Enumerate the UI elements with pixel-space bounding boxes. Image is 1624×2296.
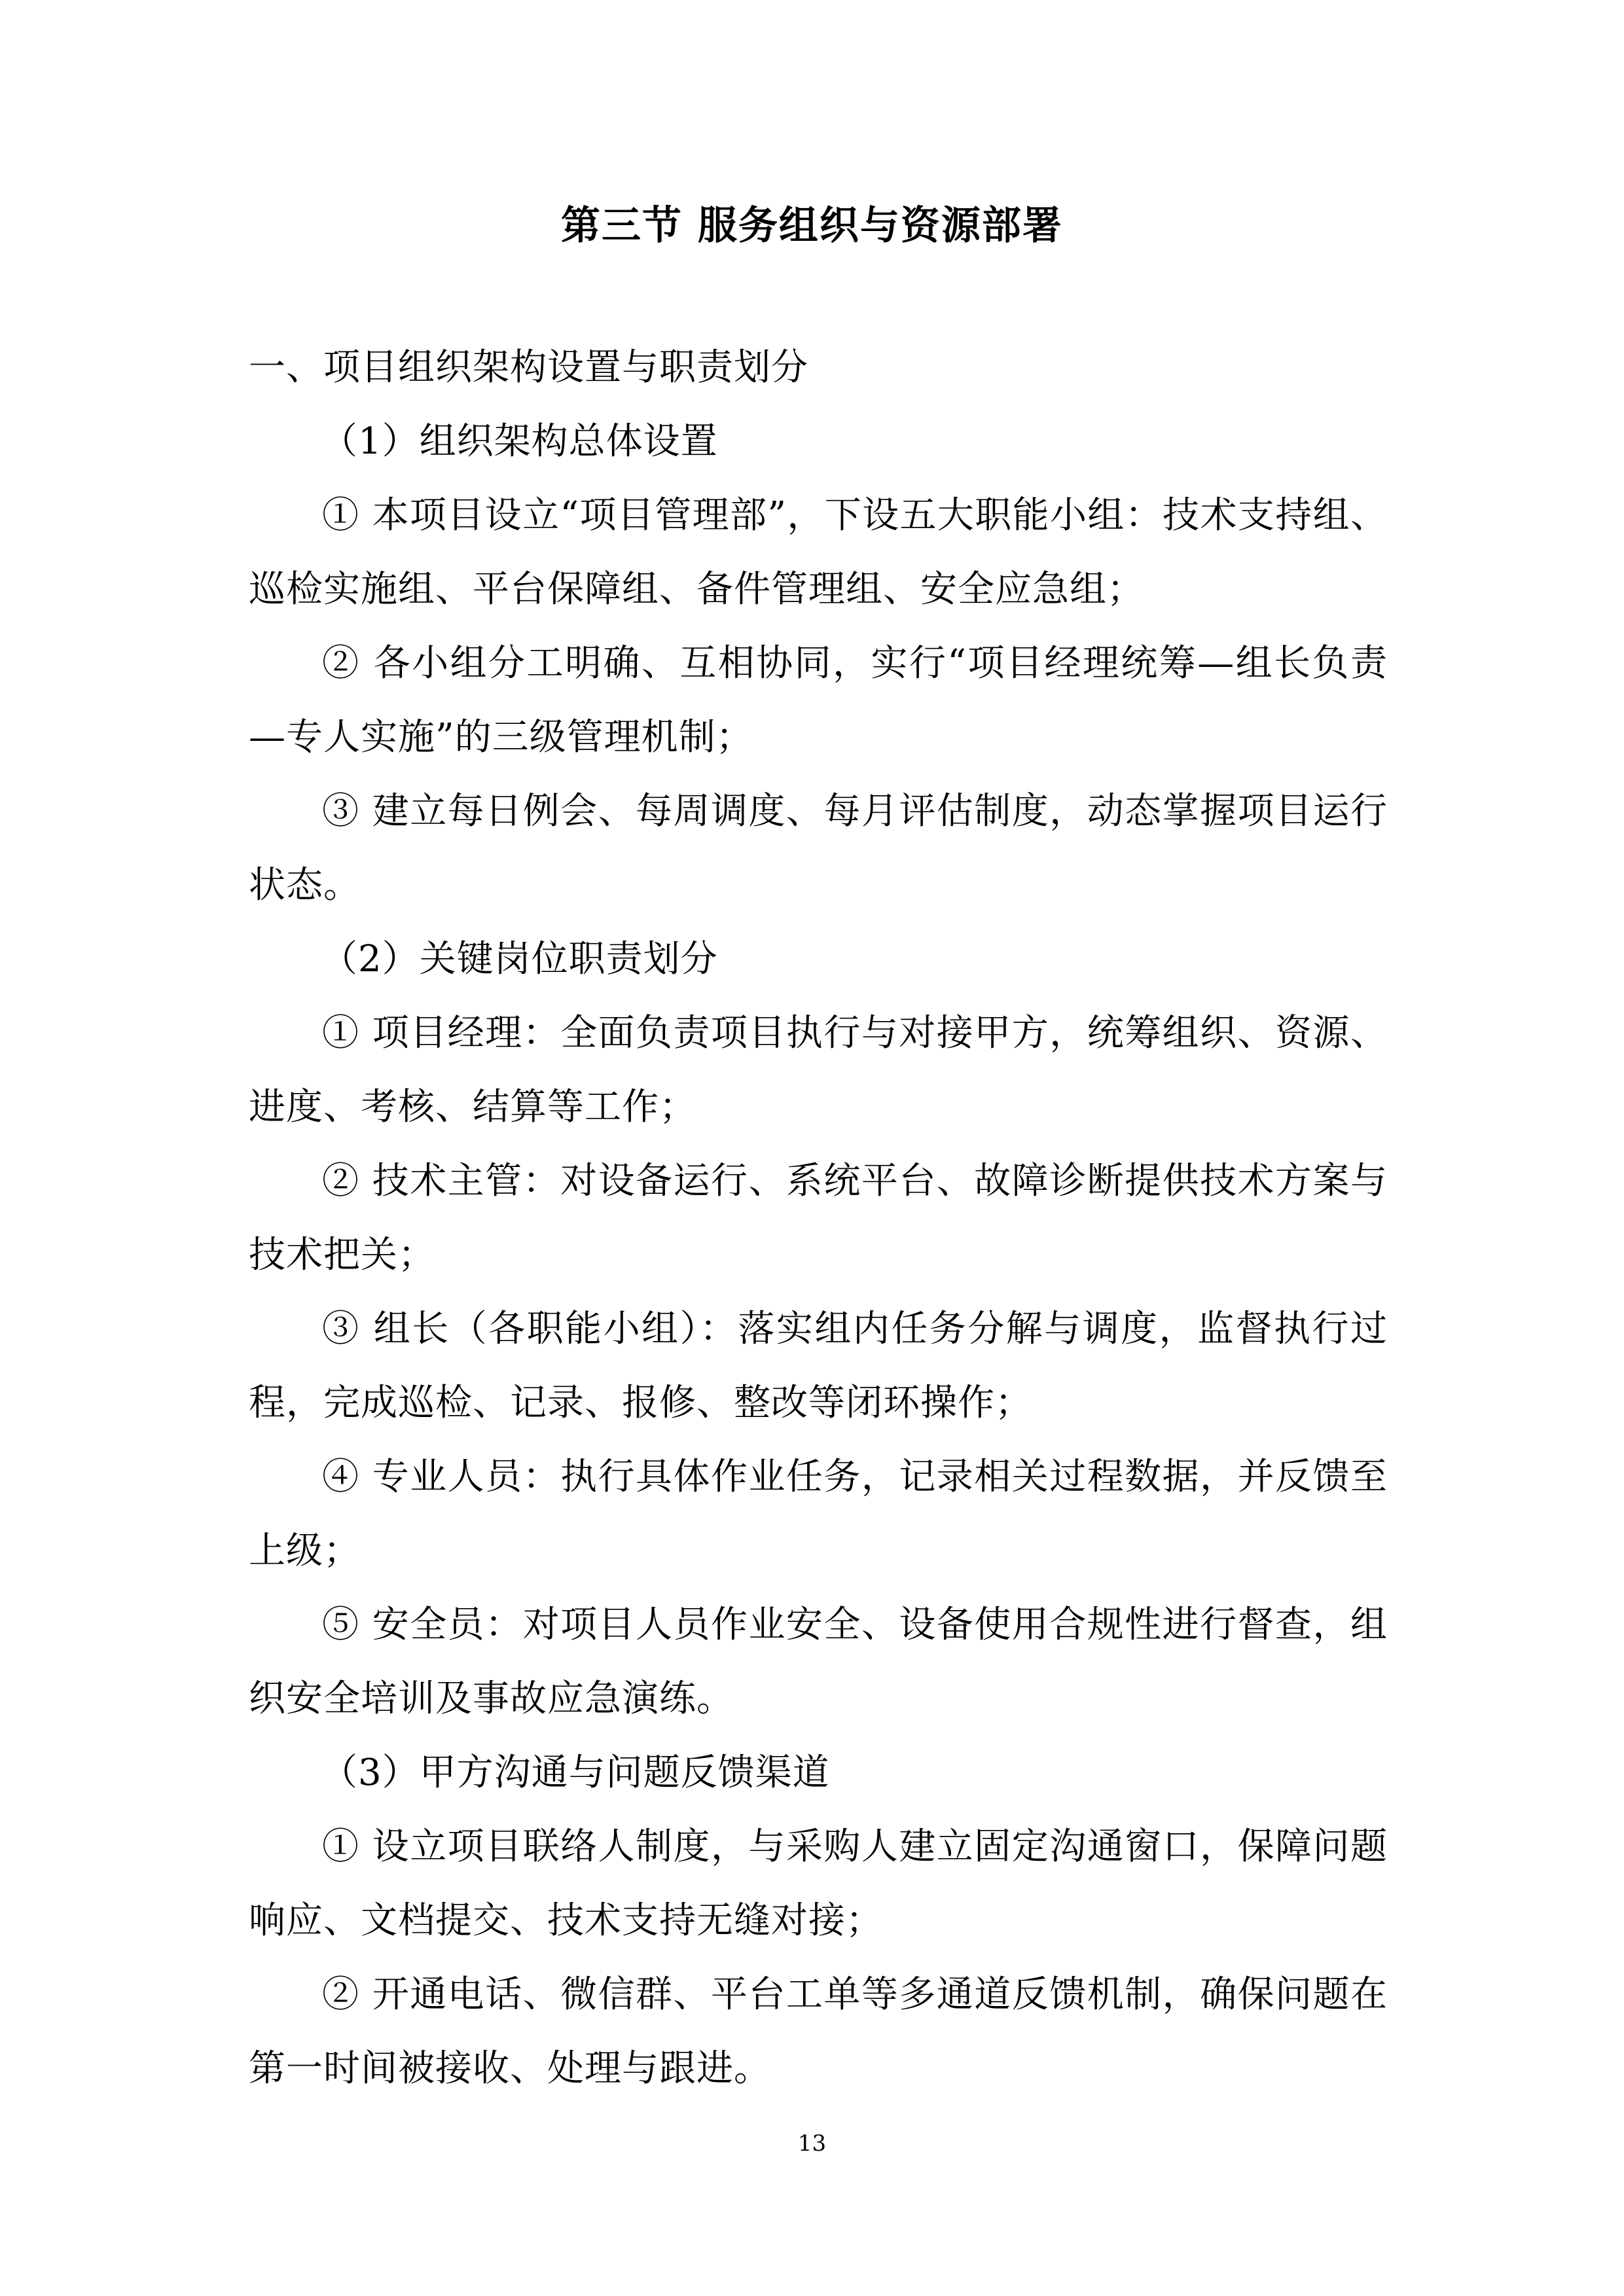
page-number: 13 bbox=[797, 2130, 827, 2157]
subsection-heading: （2）关键岗位职责划分 bbox=[321, 938, 718, 980]
list-item: ③ 建立每日例会、每周调度、每月评估制度，动态掌握项目运行状态。 bbox=[249, 790, 1388, 906]
section-heading: 一、项目组织架构设置与职责划分 bbox=[249, 346, 808, 389]
list-item: ① 项目经理：全面负责项目执行与对接甲方，统筹组织、资源、进度、考核、结算等工作； bbox=[249, 1012, 1388, 1128]
document-body bbox=[249, 331, 1388, 2106]
list-item: ② 各小组分工明确、互相协同，实行“项目经理统筹—组长负责—专人实施”的三级管理机制； bbox=[249, 642, 1388, 759]
subsection-heading: （3）甲方沟通与问题反馈渠道 bbox=[321, 1751, 830, 1794]
list-item: ① 设立项目联络人制度，与采购人建立固定沟通窗口，保障问题响应、文档提交、技术支持无缝对接； bbox=[249, 1825, 1388, 1942]
list-item: ① 本项目设立“项目管理部”，下设五大职能小组：技术支持组、巡检实施组、平台保障组、备件管理组、安全应急组； bbox=[249, 494, 1388, 611]
list-item: ② 技术主管：对设备运行、系统平台、故障诊断提供技术方案与技术把关； bbox=[249, 1160, 1388, 1276]
list-item: ⑤ 安全员：对项目人员作业安全、设备使用合规性进行督查，组织安全培训及事故应急演练。 bbox=[249, 1604, 1388, 1720]
list-item: ② 开通电话、微信群、平台工单等多通道反馈机制，确保问题在第一时间被接收、处理与跟进。 bbox=[249, 1973, 1388, 2090]
list-item: ③ 组长（各职能小组）：落实组内任务分解与调度，监督执行过程，完成巡检、记录、报修、整改等闭环操作； bbox=[249, 1308, 1388, 1424]
subsection-heading: （1）组织架构总体设置 bbox=[321, 420, 718, 463]
list-item: ④ 专业人员：执行具体作业任务，记录相关过程数据，并反馈至上级； bbox=[249, 1456, 1388, 1572]
page-title: 第三节 服务组织与资源部署 bbox=[561, 203, 1063, 249]
